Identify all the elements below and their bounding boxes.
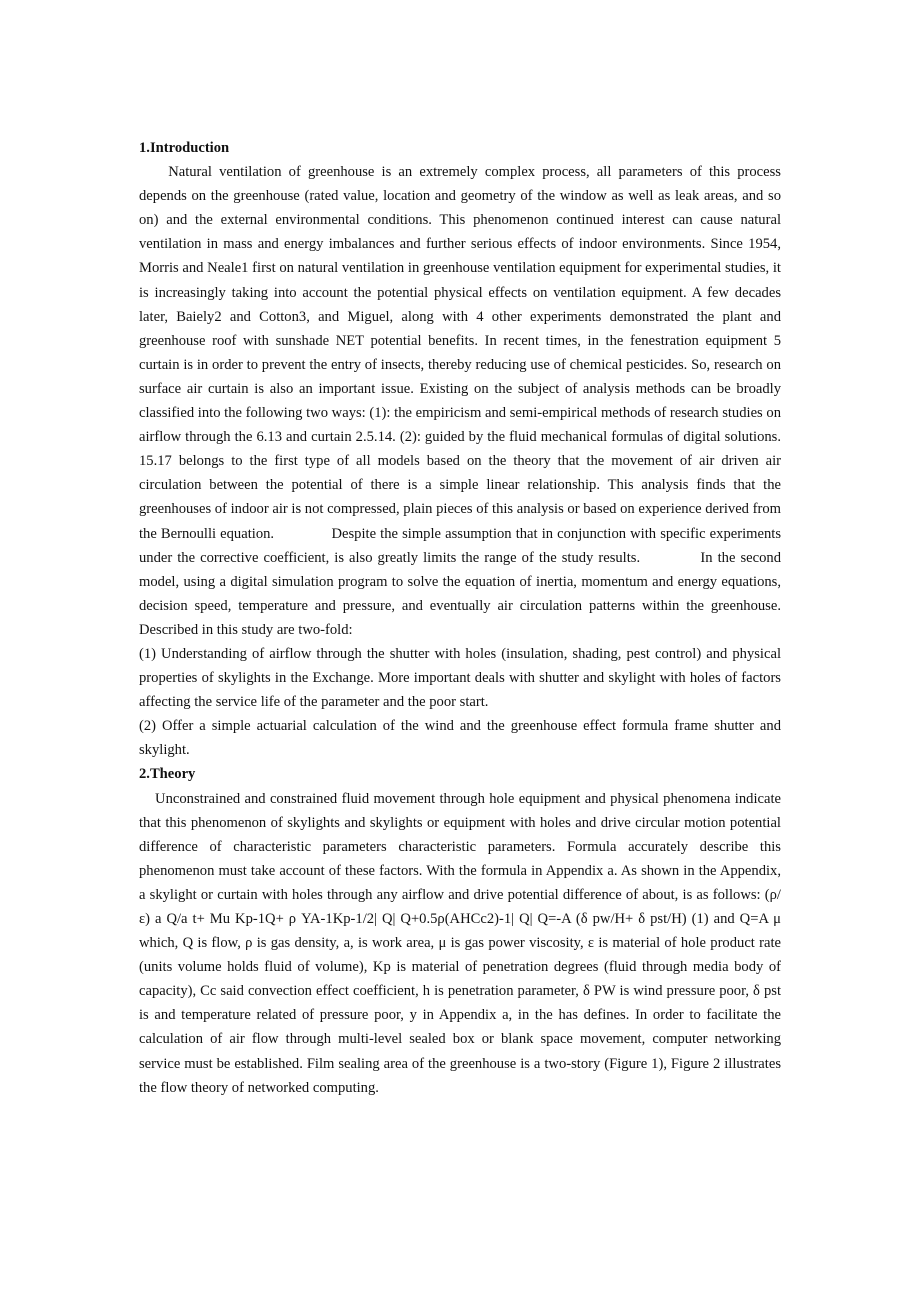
aim-item-1: (1) Understanding of airflow through the shutter with holes (insulation, shading, pest control) and physical properties of skylights in the Exchange. More important deals with shutter and skylight with holes of factors affecting the service life of the parameter and the poor start.	[139, 645, 781, 711]
section-heading-introduction: 1.Introduction	[139, 140, 230, 156]
theory-paragraph: Unconstrained and constrained fluid movement through hole equipment and physical phenomena indicate that this phenomenon of skylights and skylights or equipment with holes and drive circular motion potential difference of characteristic parameters characteristic parameters. Formula accurately describe this phenomenon must take account of these factors. With the formula in Appendix a. As shown in the Appendix, a skylight or curtain with holes through any airflow and drive potential difference of about, is as follows: (ρ/ε) a Q/a t+ Mu Kp-1Q+ ρ YA-1Kp-1/2| Q| Q+0.5ρ(AHCc2)-1| Q| Q=-A (δ pw/H+ δ pst/H) (1) and Q=A μ which, Q is flow, ρ is gas density, a, is work area, μ is gas power viscosity, ε is material of hole product rate (units volume holds fluid of volume), Kp is material of penetration degrees (fluid through media body of capacity), Cc said convection effect coefficient, h is penetration parameter, δ PW is wind pressure poor, δ pst is and temperature related of pressure poor, y in Appendix a, in the has defines. In order to facilitate the calculation of air flow through multi-level sealed box or blank space movement, computer networking service must be established. Film sealing area of the greenhouse is a two-story (Figure 1), Figure 2 illustrates the flow theory of networked computing.	[139, 790, 781, 1096]
aim-item-2: (2) Offer a simple actuarial calculation of the wind and the greenhouse effect formula frame shutter and skylight.	[139, 718, 781, 759]
introduction-paragraph: Natural ventilation of greenhouse is an extremely complex process, all parameters of this process depends on the greenhouse (rated value, location and geometry of the window as well as leak areas, and so on) and the external environmental conditions. This phenomenon continued interest can cause natural ventilation in mass and energy imbalances and further serious effects of indoor environments. Since 1954, Morris and Neale1 first on natural ventilation in greenhouse ventilation equipment for experimental studies, it is increasingly taking into account the potential physical effects on ventilation equipment. A few decades later, Baiely2 and Cotton3, and Miguel, along with 4 other experiments demonstrated the plant and greenhouse roof with sunshade NET potential benefits. In recent times, in the fenestration equipment 5 curtain is in order to prevent the entry of insects, thereby reducing use of chemical pesticides. So, research on surface air curtain is also an important issue. Existing on the subject of analysis methods can be broadly classified into the following two ways: (1): the empiricism and semi-empirical methods of research studies on airflow through the 6.13 and curtain 2.5.14. (2): guided by the fluid mechanical formulas of digital solutions. 15.17 belongs to the first type of all models based on the theory that the movement of air driven air circulation between the potential of there is a simple linear relationship. This analysis finds that the greenhouses of indoor air is not compressed, plain pieces of this analysis or based on experience derived from the Bernoulli equation. Despite the simple assumption that in conjunction with specific experiments under the corrective coefficient, is also greatly limits the range of the study results. In the second model, using a digital simulation program to solve the equation of inertia, momentum and energy equations, decision speed, temperature and pressure, and eventually air circulation patterns within the greenhouse. Described in this study are two-fold:	[139, 164, 785, 638]
document-page	[139, 136, 785, 1100]
section-heading-theory: 2.Theory	[139, 766, 196, 783]
